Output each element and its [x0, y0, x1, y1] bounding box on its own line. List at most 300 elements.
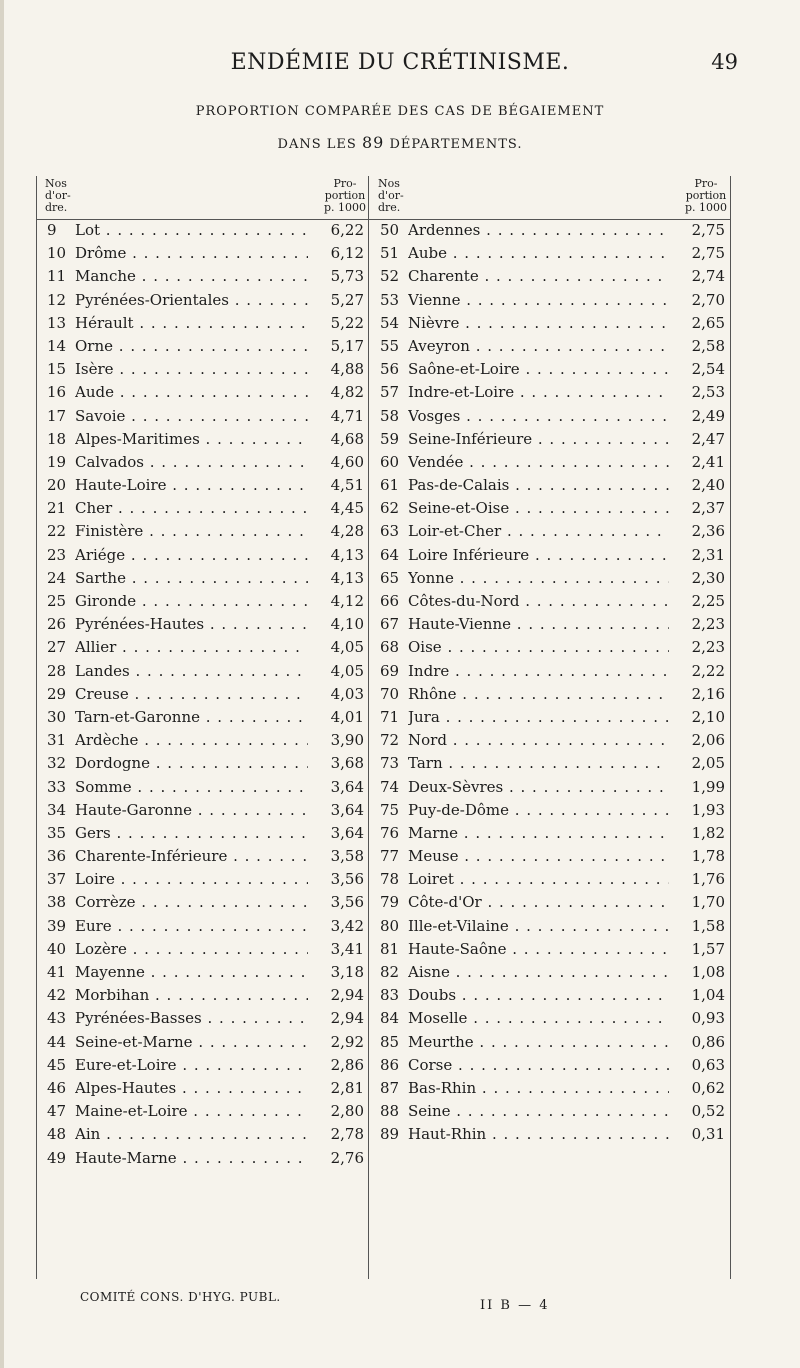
- proportion-cell: 1,78: [691, 847, 725, 866]
- table-row: [41, 868, 366, 891]
- proportion-cell: 2,10: [691, 707, 725, 726]
- table-rule-left: [36, 176, 37, 1279]
- rank-cell: 15: [47, 360, 67, 379]
- department-cell: Corse . . .: [408, 1054, 669, 1077]
- proportion-cell: 4,82: [330, 383, 364, 402]
- department-cell: Loire Inférieure . . .: [408, 544, 669, 567]
- rank-cell: 50: [380, 221, 400, 239]
- department-cell: Loir-et-Cher . . .: [408, 520, 669, 543]
- table-row: [41, 822, 366, 845]
- proportion-cell: 1,57: [691, 939, 725, 958]
- table-row: [41, 891, 366, 914]
- proportion-cell: 2,74: [691, 267, 725, 286]
- table-row: [374, 335, 727, 358]
- department-cell: Aude . . .: [75, 381, 308, 404]
- table-row: [374, 428, 727, 451]
- table-row: [41, 474, 366, 497]
- proportion-cell: 1,93: [691, 800, 725, 819]
- department-cell: Ardennes . . .: [408, 219, 669, 242]
- rank-cell: 67: [380, 615, 400, 634]
- proportion-cell: 2,75: [691, 221, 725, 239]
- rank-cell: 61: [380, 476, 400, 495]
- proportion-cell: 2,70: [691, 290, 725, 309]
- proportion-cell: 3,64: [330, 777, 364, 796]
- left-column: [41, 178, 366, 1170]
- table-row: [41, 358, 366, 381]
- rank-cell: 18: [47, 429, 67, 448]
- table-row: [41, 799, 366, 822]
- table-row: [41, 1100, 366, 1123]
- proportion-cell: 4,28: [330, 522, 364, 541]
- rank-cell: 26: [47, 615, 67, 634]
- rank-cell: 81: [380, 939, 400, 958]
- proportion-cell: 1,04: [691, 986, 725, 1005]
- department-cell: Lot . . .: [75, 219, 308, 242]
- proportion-cell: 4,01: [330, 707, 364, 726]
- table-row: [374, 381, 727, 404]
- department-cell: Côte-d'Or . . .: [408, 891, 669, 914]
- proportion-cell: 0,63: [691, 1055, 725, 1074]
- table-row: [41, 961, 366, 984]
- rank-cell: 44: [47, 1032, 67, 1051]
- proportion-cell: 3,56: [330, 893, 364, 912]
- proportion-header-line-1: Pro-: [333, 177, 357, 190]
- rank-cell: 35: [47, 823, 67, 842]
- rank-cell: 72: [380, 731, 400, 750]
- proportion-cell: 3,90: [330, 731, 364, 750]
- table-row: [374, 776, 727, 799]
- table-row: [374, 752, 727, 775]
- proportion-cell: 2,86: [330, 1055, 364, 1074]
- department-cell: Savoie . . .: [75, 405, 308, 428]
- rank-cell: 76: [380, 823, 400, 842]
- department-cell: Tarn-et-Garonne . . .: [75, 706, 308, 729]
- table-row: [41, 1054, 366, 1077]
- department-cell: Ardèche . . .: [75, 729, 308, 752]
- order-header-line-2: d'or-: [378, 189, 404, 202]
- order-header-line-3: dre.: [378, 201, 401, 214]
- proportion-cell: 2,25: [691, 592, 725, 610]
- department-cell: Saône-et-Loire . . .: [408, 358, 669, 381]
- proportion-cell: 2,23: [691, 615, 725, 634]
- department-cell: Hérault . . .: [75, 312, 308, 335]
- proportion-cell: 2,22: [691, 661, 725, 680]
- proportion-cell: 1,58: [691, 916, 725, 935]
- table-row: [374, 474, 727, 497]
- table-row: [374, 984, 727, 1007]
- proportion-cell: 2,53: [691, 383, 725, 402]
- rank-cell: 34: [47, 800, 67, 819]
- rank-cell: 24: [47, 568, 67, 587]
- proportion-cell: 4,45: [330, 499, 364, 518]
- subtitle-count: 89: [361, 133, 385, 152]
- rank-cell: 21: [47, 499, 67, 518]
- table-row: [374, 613, 727, 636]
- rank-cell: 32: [47, 754, 67, 773]
- rank-cell: 39: [47, 916, 67, 935]
- proportion-cell: 6,22: [330, 221, 364, 239]
- order-header-line-1: Nos: [378, 177, 400, 190]
- proportion-cell: 3,41: [330, 939, 364, 958]
- proportion-cell: 4,88: [330, 360, 364, 379]
- department-cell: Ariége . . .: [75, 544, 308, 567]
- table-row: [374, 1123, 727, 1146]
- proportion-cell: 3,58: [330, 847, 364, 866]
- rank-cell: 62: [380, 499, 400, 518]
- department-cell: Aveyron . . .: [408, 335, 669, 358]
- department-cell: Doubs . . .: [408, 984, 669, 1007]
- rank-cell: 9: [47, 221, 57, 239]
- left-rows: [41, 219, 366, 1170]
- rank-cell: 75: [380, 800, 400, 819]
- table-row: [374, 358, 727, 381]
- proportion-header: [685, 178, 727, 214]
- department-cell: Cher . . .: [75, 497, 308, 520]
- table-row: [41, 219, 366, 242]
- table-row: [374, 961, 727, 984]
- proportion-cell: 2,06: [691, 731, 725, 750]
- rank-cell: 86: [380, 1055, 400, 1074]
- proportion-cell: 0,93: [691, 1009, 725, 1028]
- rank-cell: 10: [47, 244, 67, 263]
- table-row: [41, 497, 366, 520]
- right-column: [374, 178, 727, 1147]
- department-cell: Allier . . .: [75, 636, 308, 659]
- table-row: [41, 312, 366, 335]
- proportion-cell: 0,62: [691, 1078, 725, 1097]
- rank-cell: 28: [47, 661, 67, 680]
- proportion-cell: 2,31: [691, 545, 725, 564]
- running-head: [0, 50, 800, 80]
- proportion-cell: 2,81: [330, 1078, 364, 1097]
- department-cell: Vienne . . .: [408, 289, 669, 312]
- rank-cell: 36: [47, 847, 67, 866]
- proportion-cell: 3,64: [330, 800, 364, 819]
- department-cell: Haut-Rhin . . .: [408, 1123, 669, 1146]
- department-cell: Meurthe . . .: [408, 1031, 669, 1054]
- table-row: [374, 497, 727, 520]
- table-row: [41, 1007, 366, 1030]
- proportion-header-line-1: Pro-: [694, 177, 718, 190]
- department-cell: Haute-Vienne . . .: [408, 613, 669, 636]
- table-row: [41, 1123, 366, 1146]
- department-cell: Moselle . . .: [408, 1007, 669, 1030]
- proportion-cell: 4,51: [330, 476, 364, 495]
- proportion-header-line-3: p. 1000: [684, 201, 727, 214]
- proportion-cell: 5,17: [330, 336, 364, 355]
- proportion-cell: 2,05: [691, 754, 725, 773]
- department-cell: Charente . . .: [408, 265, 669, 288]
- footer-signature: COMITÉ CONS. D'HYG. PUBL.: [80, 1290, 281, 1304]
- rank-cell: 12: [47, 290, 67, 309]
- order-header-line-2: d'or-: [45, 189, 71, 202]
- proportion-cell: 4,05: [330, 638, 364, 657]
- table-row: [374, 312, 727, 335]
- rank-cell: 41: [47, 963, 67, 981]
- proportion-cell: 5,22: [330, 313, 364, 332]
- subtitle-pre: DANS LES: [277, 137, 357, 152]
- rank-cell: 27: [47, 638, 67, 657]
- proportion-cell: 2,54: [691, 360, 725, 379]
- rank-cell: 22: [47, 522, 67, 541]
- department-cell: Eure . . .: [75, 915, 308, 938]
- table-row: [374, 1054, 727, 1077]
- table-row: [374, 845, 727, 868]
- department-cell: Corrèze . . .: [75, 891, 308, 914]
- department-cell: Manche . . .: [75, 265, 308, 288]
- proportion-cell: 2,92: [330, 1032, 364, 1051]
- proportion-cell: 1,70: [691, 893, 725, 912]
- department-cell: Nord . . .: [408, 729, 669, 752]
- rank-cell: 13: [47, 313, 67, 332]
- department-cell: Nièvre . . .: [408, 312, 669, 335]
- rank-cell: 11: [47, 267, 67, 286]
- department-cell: Bas-Rhin . . .: [408, 1077, 669, 1100]
- rank-cell: 57: [380, 383, 400, 402]
- department-cell: Haute-Marne . . .: [75, 1147, 308, 1170]
- proportion-cell: 4,13: [330, 545, 364, 564]
- table-row: [374, 567, 727, 590]
- proportion-cell: 2,49: [691, 406, 725, 425]
- department-cell: Creuse . . .: [75, 683, 308, 706]
- department-cell: Indre . . .: [408, 660, 669, 683]
- department-cell: Calvados . . .: [75, 451, 308, 474]
- table-row: [41, 520, 366, 543]
- table-row: [41, 428, 366, 451]
- rank-cell: 88: [380, 1102, 400, 1121]
- rank-cell: 65: [380, 568, 400, 587]
- rank-cell: 52: [380, 267, 400, 286]
- order-header: [45, 178, 71, 214]
- rank-cell: 70: [380, 684, 400, 703]
- proportion-cell: 5,73: [330, 267, 364, 286]
- department-cell: Seine-et-Marne . . .: [75, 1031, 308, 1054]
- proportion-cell: 2,16: [691, 684, 725, 703]
- table-row: [374, 265, 727, 288]
- proportion-cell: 6,12: [330, 244, 364, 263]
- proportion-cell: 4,71: [330, 406, 364, 425]
- rank-cell: 16: [47, 383, 67, 402]
- proportion-header-line-3: p. 1000: [323, 201, 366, 214]
- table-rule-center: [368, 176, 369, 1279]
- rank-cell: 78: [380, 870, 400, 889]
- table-row: [374, 938, 727, 961]
- department-cell: Vosges . . .: [408, 405, 669, 428]
- rank-cell: 79: [380, 893, 400, 912]
- proportion-header-line-2: portion: [324, 189, 366, 202]
- table-row: [374, 1031, 727, 1054]
- department-cell: Aisne . . .: [408, 961, 669, 984]
- department-cell: Mayenne . . .: [75, 961, 308, 984]
- table-row: [41, 636, 366, 659]
- proportion-cell: 2,58: [691, 336, 725, 355]
- table-row: [374, 822, 727, 845]
- rank-cell: 87: [380, 1078, 400, 1097]
- rank-cell: 45: [47, 1055, 67, 1074]
- table-row: [41, 776, 366, 799]
- table-row: [374, 219, 727, 242]
- table-row: [41, 381, 366, 404]
- rank-cell: 55: [380, 336, 400, 355]
- proportion-cell: 2,41: [691, 452, 725, 471]
- table-row: [374, 799, 727, 822]
- proportion-cell: 2,65: [691, 313, 725, 332]
- department-cell: Deux-Sèvres . . .: [408, 776, 669, 799]
- rank-cell: 58: [380, 406, 400, 425]
- table-title-line-1: PROPORTION COMPARÉE DES CAS DE BÉGAIEMENT: [195, 104, 605, 119]
- proportion-cell: 3,56: [330, 870, 364, 889]
- proportion-cell: 2,40: [691, 476, 725, 495]
- proportion-cell: 0,31: [691, 1125, 725, 1144]
- department-cell: Charente-Inférieure . . .: [75, 845, 308, 868]
- table-row: [41, 451, 366, 474]
- table-rule-right: [730, 176, 731, 1279]
- table-row: [41, 683, 366, 706]
- proportion-cell: 4,60: [330, 452, 364, 471]
- proportion-cell: 3,68: [330, 754, 364, 773]
- rank-cell: 68: [380, 638, 400, 657]
- table-row: [41, 915, 366, 938]
- proportion-cell: 3,18: [330, 963, 364, 981]
- table-row: [374, 683, 727, 706]
- rank-cell: 23: [47, 545, 67, 564]
- proportion-cell: 4,12: [330, 592, 364, 610]
- proportion-header-line-2: portion: [685, 189, 727, 202]
- table-row: [374, 451, 727, 474]
- rank-cell: 53: [380, 290, 400, 309]
- rank-cell: 42: [47, 986, 67, 1005]
- table-row: [41, 938, 366, 961]
- rank-cell: 69: [380, 661, 400, 680]
- rank-cell: 25: [47, 592, 67, 610]
- table-row: [41, 660, 366, 683]
- proportion-cell: 2,94: [330, 1009, 364, 1028]
- rank-cell: 51: [380, 244, 400, 263]
- department-cell: Somme . . .: [75, 776, 308, 799]
- proportion-cell: 4,68: [330, 429, 364, 448]
- department-cell: Eure-et-Loire . . .: [75, 1054, 308, 1077]
- department-cell: Isère . . .: [75, 358, 308, 381]
- order-header-line-1: Nos: [45, 177, 67, 190]
- table-row: [41, 544, 366, 567]
- rank-cell: 43: [47, 1009, 67, 1028]
- rank-cell: 84: [380, 1009, 400, 1028]
- page-title: ENDÉMIE DU CRÉTINISME.: [230, 50, 570, 75]
- table-row: [41, 265, 366, 288]
- proportion-cell: 5,27: [330, 290, 364, 309]
- right-rows: [374, 219, 727, 1147]
- rank-cell: 31: [47, 731, 67, 750]
- proportion-cell: 3,64: [330, 823, 364, 842]
- table-row: [41, 405, 366, 428]
- department-cell: Maine-et-Loire . . .: [75, 1100, 308, 1123]
- subtitle-post: DÉPARTEMENTS.: [389, 137, 523, 152]
- proportion-cell: 2,80: [330, 1102, 364, 1121]
- rank-cell: 48: [47, 1125, 67, 1144]
- rank-cell: 80: [380, 916, 400, 935]
- proportion-header: [324, 178, 366, 214]
- department-cell: Sarthe . . .: [75, 567, 308, 590]
- proportion-cell: 2,36: [691, 522, 725, 541]
- table-row: [374, 1007, 727, 1030]
- department-cell: Seine-et-Oise . . .: [408, 497, 669, 520]
- table-row: [374, 1077, 727, 1100]
- proportion-cell: 4,10: [330, 615, 364, 634]
- table-row: [41, 613, 366, 636]
- proportion-cell: 4,05: [330, 661, 364, 680]
- department-cell: Pyrénées-Orientales . . .: [75, 289, 308, 312]
- table-row: [374, 660, 727, 683]
- department-cell: Puy-de-Dôme . . .: [408, 799, 669, 822]
- department-cell: Indre-et-Loire . . .: [408, 381, 669, 404]
- proportion-cell: 1,76: [691, 870, 725, 889]
- department-cell: Pyrénées-Hautes . . .: [75, 613, 308, 636]
- rank-cell: 17: [47, 406, 67, 425]
- rank-cell: 82: [380, 963, 400, 981]
- right-column-header: [374, 178, 727, 219]
- rank-cell: 85: [380, 1032, 400, 1051]
- rank-cell: 33: [47, 777, 67, 796]
- department-cell: Haute-Saône . . .: [408, 938, 669, 961]
- order-header-line-3: dre.: [45, 201, 68, 214]
- rank-cell: 54: [380, 313, 400, 332]
- department-cell: Landes . . .: [75, 660, 308, 683]
- table-row: [41, 289, 366, 312]
- proportion-cell: 0,86: [691, 1032, 725, 1051]
- proportion-cell: 4,13: [330, 568, 364, 587]
- rank-cell: 37: [47, 870, 67, 889]
- table-row: [41, 984, 366, 1007]
- rank-cell: 30: [47, 707, 67, 726]
- department-cell: Alpes-Hautes . . .: [75, 1077, 308, 1100]
- department-cell: Ain . . .: [75, 1123, 308, 1146]
- proportion-cell: 0,52: [691, 1102, 725, 1121]
- table-row: [41, 845, 366, 868]
- table-row: [374, 891, 727, 914]
- department-cell: Aube . . .: [408, 242, 669, 265]
- table-row: [374, 242, 727, 265]
- table-row: [41, 706, 366, 729]
- department-cell: Orne . . .: [75, 335, 308, 358]
- rank-cell: 29: [47, 684, 67, 703]
- table-row: [374, 636, 727, 659]
- rank-cell: 74: [380, 777, 400, 796]
- rank-cell: 63: [380, 522, 400, 541]
- department-cell: Gironde . . .: [75, 590, 308, 613]
- table-row: [41, 1147, 366, 1170]
- department-cell: Pas-de-Calais . . .: [408, 474, 669, 497]
- department-cell: Finistère . . .: [75, 520, 308, 543]
- department-cell: Rhône . . .: [408, 683, 669, 706]
- rank-cell: 77: [380, 847, 400, 866]
- footer-signature-mark: II B — 4: [480, 1298, 550, 1313]
- table-row: [41, 335, 366, 358]
- rank-cell: 64: [380, 545, 400, 564]
- rank-cell: 73: [380, 754, 400, 773]
- rank-cell: 46: [47, 1078, 67, 1097]
- department-cell: Tarn . . .: [408, 752, 669, 775]
- table-row: [374, 289, 727, 312]
- department-cell: Meuse . . .: [408, 845, 669, 868]
- table-row: [41, 729, 366, 752]
- rank-cell: 14: [47, 336, 67, 355]
- table-row: [374, 544, 727, 567]
- table-row: [41, 752, 366, 775]
- proportion-cell: 2,94: [330, 986, 364, 1005]
- left-column-header: [41, 178, 366, 219]
- proportion-cell: 4,03: [330, 684, 364, 703]
- rank-cell: 71: [380, 707, 400, 726]
